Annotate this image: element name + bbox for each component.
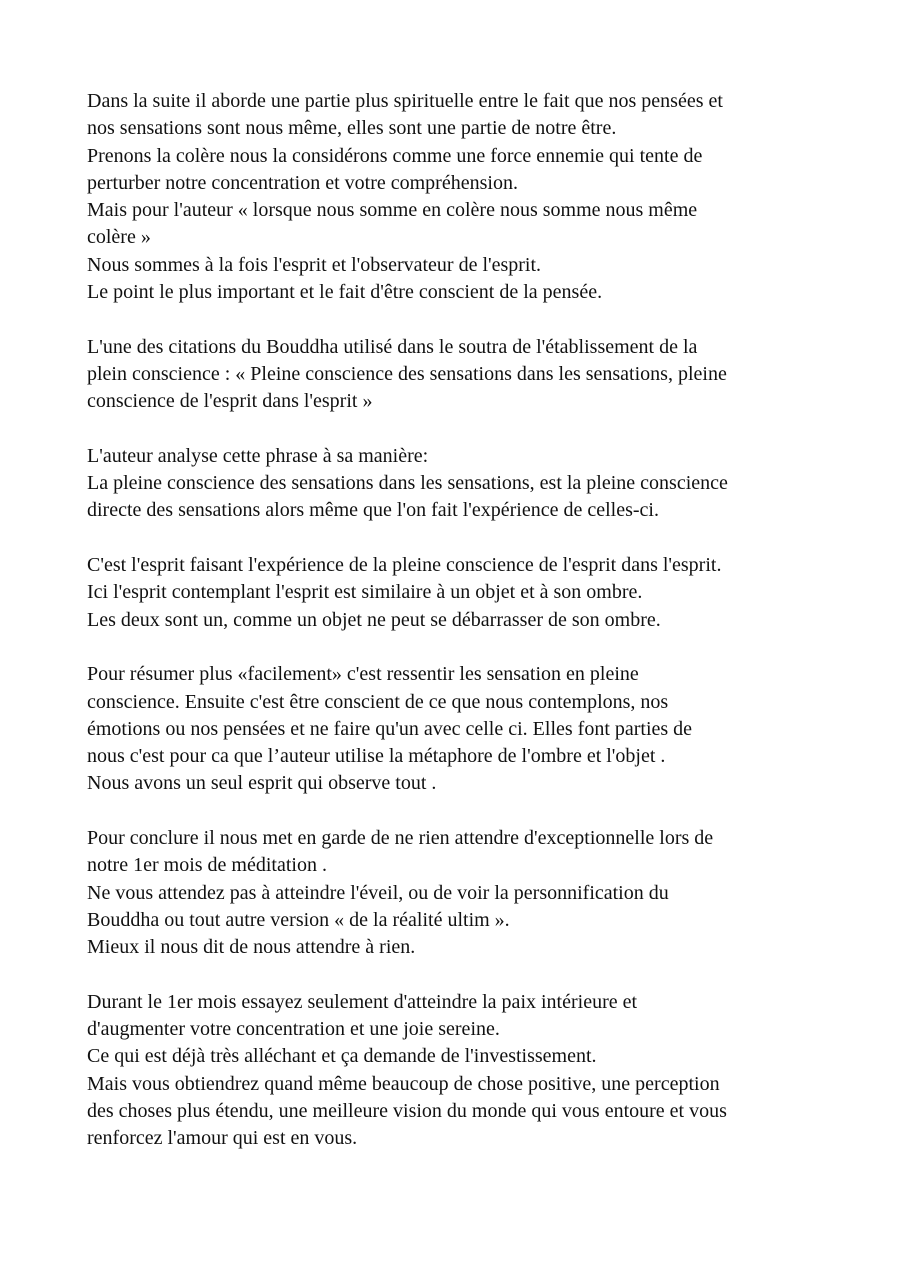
text-line: nos sensations sont nous même, elles sont une partie de notre être. <box>87 117 617 140</box>
text-line: Bouddha ou tout autre version « de la réalité ultim ». <box>87 908 510 931</box>
text-line: Durant le 1er mois essayez seulement d'atteindre la paix intérieure et <box>87 990 638 1013</box>
text-line: conscience. Ensuite c'est être conscient de ce que nous contemplons, nos <box>87 690 669 713</box>
text-line: L'une des citations du Bouddha utilisé dans le soutra de l'établissement de la <box>87 335 698 358</box>
text-line: colère » <box>87 226 151 249</box>
text-line: plein conscience : « Pleine conscience des sensations dans les sensations, pleine <box>87 362 727 385</box>
text-line: Ici l'esprit contemplant l'esprit est similaire à un objet et à son ombre. <box>87 581 643 604</box>
paragraph-block <box>87 552 827 634</box>
document-page <box>87 88 827 1180</box>
text-line: conscience de l'esprit dans l'esprit » <box>87 390 373 413</box>
text-line: Prenons la colère nous la considérons comme une force ennemie qui tente de <box>87 144 703 167</box>
text-line: L'auteur analyse cette phrase à sa manière: <box>87 444 429 467</box>
text-line: Dans la suite il aborde une partie plus spirituelle entre le fait que nos pensées et <box>87 90 723 112</box>
text-line: directe des sensations alors même que l'on fait l'expérience de celles-ci. <box>87 499 659 522</box>
text-line: renforcez l'amour qui est en vous. <box>87 1127 358 1150</box>
text-line: Pour résumer plus «facilement» c'est ressentir les sensation en pleine <box>87 663 639 686</box>
paragraph-block <box>87 825 827 961</box>
text-line: nous c'est pour ca que l’auteur utilise la métaphore de l'ombre et l'objet . <box>87 745 666 768</box>
paragraph-block <box>87 88 827 306</box>
text-line: La pleine conscience des sensations dans les sensations, est la pleine conscience <box>87 472 728 495</box>
text-line: Mais vous obtiendrez quand même beaucoup de chose positive, une perception <box>87 1072 720 1095</box>
text-line: Nous sommes à la fois l'esprit et l'observateur de l'esprit. <box>87 253 542 276</box>
text-line: perturber notre concentration et votre compréhension. <box>87 171 518 194</box>
text-line: d'augmenter votre concentration et une joie sereine. <box>87 1018 500 1041</box>
text-line: Le point le plus important et le fait d'être conscient de la pensée. <box>87 281 603 304</box>
text-line: Ce qui est déjà très alléchant et ça demande de l'investissement. <box>87 1045 597 1068</box>
text-line: Les deux sont un, comme un objet ne peut se débarrasser de son ombre. <box>87 608 661 631</box>
paragraph-block <box>87 661 827 797</box>
text-line: émotions ou nos pensées et ne faire qu'un avec celle ci. Elles font parties de <box>87 717 693 740</box>
text-line: Pour conclure il nous met en garde de ne rien attendre d'exceptionnelle lors de <box>87 827 714 850</box>
text-line: des choses plus étendu, une meilleure vision du monde qui vous entoure et vous <box>87 1099 727 1122</box>
text-line: Nous avons un seul esprit qui observe tout . <box>87 772 437 795</box>
paragraph-block <box>87 443 827 525</box>
text-line: C'est l'esprit faisant l'expérience de la pleine conscience de l'esprit dans l'esprit. <box>87 554 722 577</box>
text-line: Mieux il nous dit de nous attendre à rien. <box>87 936 416 959</box>
text-line: Ne vous attendez pas à atteindre l'éveil, ou de voir la personnification du <box>87 881 669 904</box>
text-line: Mais pour l'auteur « lorsque nous somme en colère nous somme nous même <box>87 199 698 222</box>
paragraph-block <box>87 989 827 1153</box>
text-line: notre 1er mois de méditation . <box>87 854 327 877</box>
paragraph-block <box>87 334 827 416</box>
